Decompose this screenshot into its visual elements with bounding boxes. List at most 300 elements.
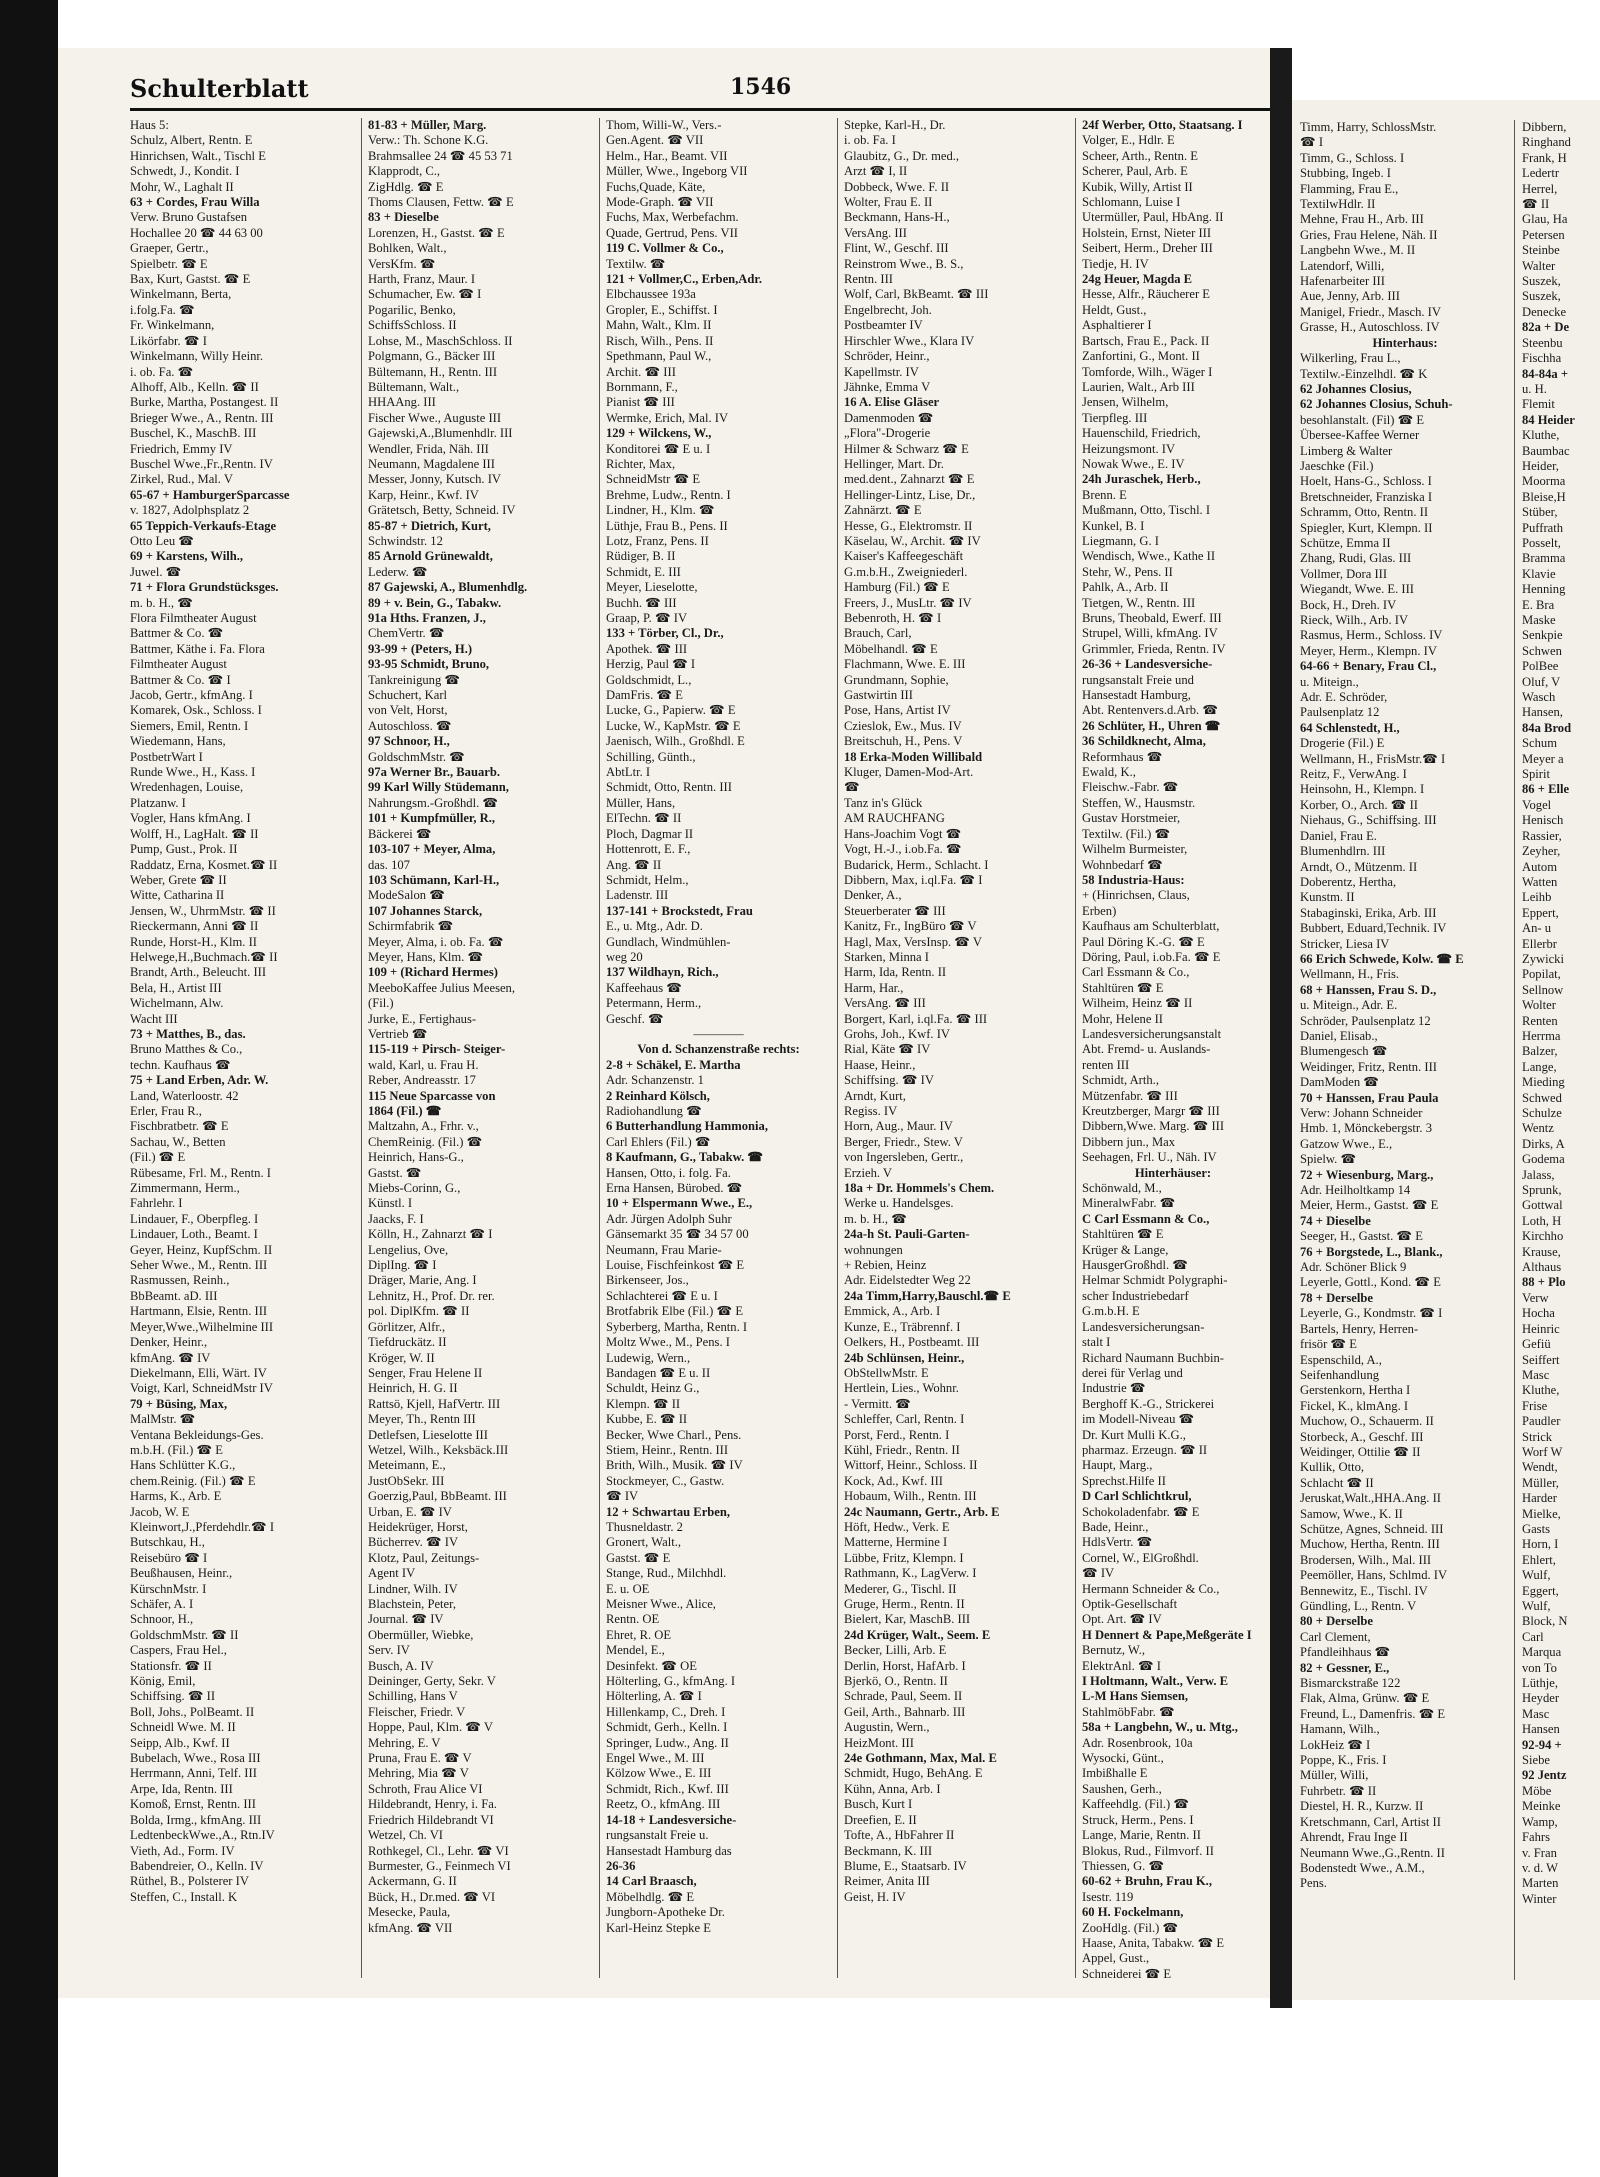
directory-entry-line: Vertrieb ☎ xyxy=(368,1026,428,1041)
directory-entry-line: ☎ I xyxy=(1300,135,1324,150)
directory-entry-line: med.dent., Zahnarzt ☎ E xyxy=(844,472,975,487)
directory-entry-line: Rieckermann, Anni ☎ II xyxy=(130,919,259,934)
directory-entry-line: Brodersen, Wilh., Mal. III xyxy=(1300,1552,1432,1567)
directory-entry-line: 82a + De xyxy=(1522,320,1570,335)
directory-entry-line: Schneidl Wwe. M. II xyxy=(130,1720,236,1735)
directory-entry-line: Becker, Lilli, Arb. E xyxy=(844,1643,947,1658)
directory-entry-line: 24g Heuer, Magda E xyxy=(1082,272,1193,287)
directory-entry-line: Raddatz, Erna, Kosmet.☎ II xyxy=(130,857,278,872)
directory-entry-line: Runde Wwe., H., Kass. I xyxy=(130,765,256,780)
directory-entry-line: Engelbrecht, Joh. xyxy=(844,302,932,317)
directory-entry-line: Lohse, M., MaschSchloss. II xyxy=(368,333,513,348)
directory-entry-line: Emmick, A., Arb. I xyxy=(844,1304,941,1319)
directory-entry-line: Pose, Hans, Artist IV xyxy=(844,703,951,718)
directory-entry-line: Fleischer, Friedr. V xyxy=(368,1704,466,1719)
directory-entry-line: Becker, Wwe Charl., Pens. xyxy=(606,1427,742,1442)
directory-entry-line: Hmb. 1, Mönckebergstr. 3 xyxy=(1300,1121,1432,1136)
directory-entry-line: Klotz, Paul, Zeitungs- xyxy=(368,1550,480,1565)
directory-entry-line: Komoß, Ernst, Rentn. III xyxy=(130,1797,256,1812)
directory-entry-line: SchiffsSchloss. II xyxy=(368,318,457,333)
directory-entry-line: Glau, Ha xyxy=(1522,212,1568,227)
directory-entry-line: TextilwHdlr. II xyxy=(1300,197,1376,212)
directory-entry-line: Sachau, W., Betten xyxy=(130,1134,226,1149)
directory-entry-line: m. b. H., ☎ xyxy=(844,1211,907,1226)
directory-entry-line: Mesecke, Paula, xyxy=(368,1905,451,1920)
directory-entry-line: Muchow, Hertha, Rentn. III xyxy=(1300,1537,1440,1552)
directory-entry-line: Spiegler, Kurt, Klempn. II xyxy=(1300,520,1433,535)
directory-entry-line: Timm, G., Schloss. I xyxy=(1300,150,1405,165)
directory-entry-line: Bax, Kurt, Gastst. ☎ E xyxy=(130,272,251,287)
directory-entry-line: 66 Erich Schwede, Kolw. ☎ E xyxy=(1300,951,1464,966)
directory-entry-line: Geil, Arth., Bahnarb. III xyxy=(844,1704,966,1719)
directory-entry-line: Thom, Willi-W., Vers.- xyxy=(606,118,722,132)
directory-entry-line: Stiem, Heinr., Rentn. III xyxy=(606,1442,729,1457)
directory-entry-line: Wolter, Frau E. II xyxy=(844,195,933,210)
directory-entry-line: Autoschloss. ☎ xyxy=(368,718,452,733)
directory-entry-line: 2-8 + Schäkel, E. Martha xyxy=(606,1057,741,1072)
directory-entry-line: DiplIng. ☎ I xyxy=(368,1258,437,1273)
directory-entry-line: Verw. Bruno Gustafsen xyxy=(130,210,248,225)
column-divider xyxy=(361,118,362,1978)
directory-entry-line: Gastwirtin III xyxy=(844,688,913,703)
directory-entry-line: Herrma xyxy=(1522,1028,1561,1043)
directory-entry-line: Autom xyxy=(1522,859,1557,874)
directory-entry-line: Wichelmann, Alw. xyxy=(130,996,224,1011)
directory-entry-line: Wetzel, Ch. VI xyxy=(368,1828,443,1843)
directory-entry-line: Bültemann, H., Rentn. III xyxy=(368,364,498,379)
directory-entry-line: besohlanstalt. (Fil) ☎ E xyxy=(1300,412,1425,427)
directory-column-2 xyxy=(368,118,593,1988)
directory-entry-line: Spirit xyxy=(1522,767,1550,782)
directory-entry-line: Schwed xyxy=(1522,1090,1562,1105)
directory-entry-line: Meteimann, E., xyxy=(368,1458,446,1473)
directory-entry-line: Gries, Frau Helene, Näh. II xyxy=(1300,227,1438,242)
directory-entry-line: Bäckerei ☎ xyxy=(368,826,432,841)
directory-entry-line: Althaus xyxy=(1522,1260,1562,1275)
directory-entry-line: Jensen, W., UhrmMstr. ☎ II xyxy=(130,903,276,918)
directory-entry-line: Flora Filmtheater August xyxy=(130,611,257,625)
directory-entry-line: 18 Erka-Moden Willibald xyxy=(844,749,983,764)
directory-entry-line: v. Fran xyxy=(1522,1845,1557,1860)
directory-entry-line: Fischha xyxy=(1522,351,1562,366)
directory-entry-line: MeeboKaffee Julius Meesen, xyxy=(368,980,515,995)
directory-entry-line: Nowak Wwe., E. IV xyxy=(1082,456,1185,471)
directory-entry-line: Dreefien, E. II xyxy=(844,1812,917,1827)
directory-entry-line: Grundmann, Sophie, xyxy=(844,672,949,687)
directory-entry-line: Hölterling, A. ☎ I xyxy=(606,1689,702,1704)
directory-entry-line: Radiohandlung ☎ xyxy=(606,1104,702,1118)
directory-entry-line: 24a Timm,Harry,Bauschl.☎ E xyxy=(844,1288,1011,1303)
directory-entry-line: Helwege,H.,Buchmach.☎ II xyxy=(130,949,278,964)
directory-entry-line: Vollmer, Dora III xyxy=(1300,566,1388,581)
directory-entry-line: 6 Butterhandlung Hammonia, xyxy=(606,1119,768,1134)
directory-entry-line: Herzig, Paul ☎ I xyxy=(606,657,696,672)
directory-entry-line: Strupel, Willi, kfmAng. IV xyxy=(1082,626,1218,641)
directory-entry-line: Schiffsing. ☎ II xyxy=(130,1689,216,1704)
directory-entry-line: Wendisch, Wwe., Kathe II xyxy=(1082,549,1216,564)
directory-entry-line: Tanz in's Glück xyxy=(844,795,923,810)
directory-entry-line: Geist, H. IV xyxy=(844,1889,906,1904)
directory-entry-line: Liegmann, G. I xyxy=(1082,533,1159,548)
directory-entry-line: Bartsch, Frau E., Pack. II xyxy=(1082,333,1210,348)
directory-entry-line: Rübesame, Frl. M., Rentn. I xyxy=(130,1165,271,1180)
directory-entry-line: Hansen, Otto, i. folg. Fa. xyxy=(606,1165,731,1180)
directory-entry-line: Lübbe, Fritz, Klempn. I xyxy=(844,1550,964,1565)
directory-entry-line: Pruna, Frau E. ☎ V xyxy=(368,1751,472,1766)
directory-entry-line: Hinterhäuser: xyxy=(1134,1165,1212,1180)
directory-entry-line: Rasmus, Herm., Schloss. IV xyxy=(1300,628,1443,643)
directory-entry-line: Dibbern, Max, i.ql.Fa. ☎ I xyxy=(844,872,983,887)
directory-entry-line: frisör ☎ E xyxy=(1300,1337,1357,1352)
directory-entry-line: 71 + Flora Grundstücksges. xyxy=(130,580,279,595)
directory-entry-line: Petersen xyxy=(1522,227,1565,242)
directory-entry-line: 16 A. Elise Gläser xyxy=(844,395,940,410)
directory-entry-line: Grohs, Joh., Kwf. IV xyxy=(844,1026,950,1041)
directory-entry-line: 68 + Hanssen, Frau S. D., xyxy=(1300,982,1437,997)
directory-entry-line: 72 + Wiesenburg, Marg., xyxy=(1300,1167,1434,1182)
directory-entry-line: Gastst. ☎ xyxy=(368,1165,422,1180)
directory-entry-line: Frank, H xyxy=(1522,150,1567,165)
directory-entry-line: Jurke, E., Fertighaus- xyxy=(368,1011,477,1026)
directory-entry-line: Goldschmidt, L., xyxy=(606,672,692,687)
directory-entry-line: Wohnbedarf ☎ xyxy=(1082,857,1163,872)
directory-entry-line: Stepke, Karl-H., Dr. xyxy=(844,118,946,132)
street-heading: Schulterblatt xyxy=(130,74,309,103)
directory-entry-line: Rüthel, B., Polsterer IV xyxy=(130,1874,249,1889)
directory-entry-line: Hottenrott, E. F., xyxy=(606,842,691,857)
directory-entry-line: 10 + Elspermann Wwe., E., xyxy=(606,1196,753,1211)
directory-entry-line: Alhoff, Alb., Kelln. ☎ II xyxy=(130,379,259,394)
directory-entry-line: Schleffer, Carl, Rentn. I xyxy=(844,1412,965,1427)
directory-entry-line: 79 + Büsing, Max, xyxy=(130,1396,228,1411)
directory-entry-line: Bolda, Irmg., kfmAng. III xyxy=(130,1812,262,1827)
directory-entry-line: Meier, Herm., Gastst. ☎ E xyxy=(1300,1198,1439,1213)
directory-entry-line: Kubik, Willy, Artist II xyxy=(1082,179,1193,194)
directory-entry-line: 103 Schümann, Karl-H., xyxy=(368,872,500,887)
directory-entry-line: Steffen, C., Install. K xyxy=(130,1889,238,1904)
directory-entry-line: Lengelius, Ove, xyxy=(368,1242,449,1257)
directory-entry-line: Weidinger, Fritz, Rentn. III xyxy=(1300,1059,1437,1074)
directory-entry-line: Tomforde, Wilh., Wäger I xyxy=(1082,364,1213,379)
directory-entry-line: Pianist ☎ III xyxy=(606,395,675,410)
directory-entry-line: Meyer, Lieselotte, xyxy=(606,580,698,595)
directory-entry-line: Rasmussen, Reinh., xyxy=(130,1273,230,1288)
directory-entry-line: Budarick, Herm., Schlacht. I xyxy=(844,857,989,872)
directory-entry-line: Mendel, E., xyxy=(606,1643,665,1658)
directory-entry-line: kfmAng. ☎ IV xyxy=(130,1350,211,1365)
directory-entry-line: Tiefdruckätz. II xyxy=(368,1335,447,1350)
directory-entry-line: Hansestadt Hamburg das xyxy=(606,1843,732,1858)
directory-entry-line: Dibbern,Wwe. Marg. ☎ III xyxy=(1082,1119,1225,1134)
directory-entry-line: Buschel, K., MaschB. III xyxy=(130,426,257,441)
directory-entry-line: Schuldt, Heinz G., xyxy=(606,1381,700,1396)
column-divider xyxy=(599,118,600,1978)
directory-entry-line: Marqua xyxy=(1522,1645,1562,1660)
directory-entry-line: Kullik, Otto, xyxy=(1300,1460,1365,1475)
directory-entry-line: Zimmermann, Herm., xyxy=(130,1181,240,1196)
directory-entry-line: Battmer & Co. ☎ xyxy=(130,626,224,641)
directory-entry-line: Kaufhaus am Schulterblatt, xyxy=(1082,919,1220,934)
directory-entry-line: Wysocki, Günt., xyxy=(1082,1751,1164,1766)
directory-entry-line: Heinrich, H. G. II xyxy=(368,1381,458,1396)
directory-column-5 xyxy=(1082,118,1264,1988)
directory-entry-line: 62 Johannes Closius, Schuh- xyxy=(1300,397,1453,412)
directory-entry-line: Jähnke, Emma V xyxy=(844,379,931,394)
directory-entry-line: Starken, Minna I xyxy=(844,949,929,964)
directory-entry-line: Brehme, Ludw., Rentn. I xyxy=(606,487,731,502)
directory-entry-line: Kaffeehaus ☎ xyxy=(606,980,682,995)
directory-entry-line: ElektrAnl. ☎ I xyxy=(1082,1658,1161,1673)
directory-entry-line: Meyer, Herm., Klempn. IV xyxy=(1300,643,1437,658)
directory-column-1 xyxy=(130,118,355,1988)
directory-entry-line: Hillenkamp, C., Dreh. I xyxy=(606,1704,726,1719)
directory-entry-line: 81-83 + Müller, Marg. xyxy=(368,118,487,132)
directory-entry-line: Tofte, A., HbFahrer II xyxy=(844,1828,955,1843)
directory-entry-line: Gefiü xyxy=(1522,1337,1551,1352)
directory-entry-line: Wetzel, Wilh., Keksbäck.III xyxy=(368,1442,509,1457)
directory-entry-line: Stricker, Liesa IV xyxy=(1300,936,1390,951)
directory-entry-line: m. b. H., ☎ xyxy=(130,595,193,610)
directory-entry-line: Zeyher, xyxy=(1522,844,1561,859)
directory-entry-line: L-M Hans Siemsen, xyxy=(1082,1689,1189,1704)
directory-entry-line: Leihb xyxy=(1522,890,1552,905)
directory-entry-line: StahlmöbFabr. ☎ xyxy=(1082,1704,1175,1719)
directory-entry-line: Reinstrom Wwe., B. S., xyxy=(844,256,964,271)
directory-entry-line: Schwen xyxy=(1522,643,1562,658)
directory-entry-line: Lindner, Wilh. IV xyxy=(368,1581,458,1596)
directory-entry-line: Landesversicherungsan- xyxy=(1082,1319,1205,1334)
directory-entry-line: 24d Krüger, Walt., Seem. E xyxy=(844,1627,991,1642)
directory-entry-line: Augustin, Wern., xyxy=(844,1720,930,1735)
directory-entry-line: Porst, Ferd., Rentn. I xyxy=(844,1427,950,1442)
directory-entry-line: Meyer, Th., Rentn III xyxy=(368,1412,476,1427)
directory-entry-line: Journal. ☎ IV xyxy=(368,1612,444,1627)
directory-entry-line: KürschnMstr. I xyxy=(130,1581,207,1596)
directory-entry-line: Mehne, Frau H., Arb. III xyxy=(1300,212,1424,227)
directory-entry-line: Schmidt, Rich., Kwf. III xyxy=(606,1781,729,1796)
directory-entry-line: Brauch, Carl, xyxy=(844,626,912,641)
directory-entry-line: Denecke xyxy=(1522,304,1567,319)
directory-entry-line: Loth, H xyxy=(1522,1213,1562,1228)
directory-entry-line: Zirkel, Rud., Mal. V xyxy=(130,472,233,487)
directory-entry-line: Hinrichsen, Walt., Tischl E xyxy=(130,148,266,163)
directory-entry-line: SchneidMstr ☎ E xyxy=(606,472,701,487)
directory-entry-line: Flint, W., Geschf. III xyxy=(844,241,949,256)
directory-entry-line: 84-84a + xyxy=(1522,366,1569,381)
directory-entry-line: Heizungsmont. IV xyxy=(1082,441,1176,456)
directory-entry-line: Carl Ehlers (Fil.) ☎ xyxy=(606,1134,711,1149)
directory-entry-line: Bruns, Theobald, Ewerf. III xyxy=(1082,611,1222,625)
directory-entry-line: m.b.H. (Fil.) ☎ E xyxy=(130,1442,223,1457)
directory-entry-line: Mehring, E. V xyxy=(368,1735,441,1750)
directory-entry-line: Fuhrbetr. ☎ II xyxy=(1300,1783,1377,1798)
directory-entry-line: Springer, Ludw., Ang. II xyxy=(606,1735,729,1750)
directory-entry-line: JustObSekr. III xyxy=(368,1473,445,1488)
directory-entry-line: Bleise,H xyxy=(1522,489,1566,504)
directory-entry-line: Hans-Joachim Vogt ☎ xyxy=(844,826,962,841)
directory-entry-line: Lederw. ☎ xyxy=(368,564,428,579)
directory-entry-line: Adr. Rosenbrook, 10a xyxy=(1082,1735,1193,1750)
directory-entry-line: Utermüller, Paul, HbAng. II xyxy=(1082,210,1224,225)
directory-entry-line: Eppert, xyxy=(1522,905,1559,920)
directory-entry-line: Blume, E., Staatsarb. IV xyxy=(844,1858,967,1873)
directory-entry-line: rungsanstalt Freie u. xyxy=(606,1828,709,1843)
directory-entry-line: Horn, Aug., Maur. IV xyxy=(844,1119,953,1134)
directory-entry-line: Schlacht ☎ II xyxy=(1300,1475,1374,1490)
directory-entry-line: Schütze, Emma II xyxy=(1300,535,1391,550)
directory-entry-line: Harth, Franz, Maur. I xyxy=(368,272,476,287)
directory-entry-line: Winter xyxy=(1522,1891,1557,1906)
directory-entry-line: Paudler xyxy=(1522,1414,1561,1429)
directory-entry-line: Verw xyxy=(1522,1290,1549,1305)
directory-entry-line: Rentn. III xyxy=(844,272,893,287)
directory-entry-line: Hölterling, G., kfmAng. I xyxy=(606,1674,736,1689)
directory-entry-line: Brotfabrik Elbe (Fil.) ☎ E xyxy=(606,1304,744,1319)
directory-entry-line: Schum xyxy=(1522,736,1557,751)
directory-entry-line: Spielw. ☎ xyxy=(1300,1152,1357,1167)
directory-entry-line: 65 Teppich-Verkaufs-Etage xyxy=(130,518,277,533)
directory-entry-line: Detlefsen, Lieselotte III xyxy=(368,1427,488,1442)
directory-entry-line: Battmer & Co. ☎ I xyxy=(130,672,231,687)
directory-entry-line: Mahn, Walt., Klm. II xyxy=(606,318,712,333)
directory-entry-line: Gropler, E., Schiffst. I xyxy=(606,302,718,317)
directory-entry-line: Seeger, H., Gastst. ☎ E xyxy=(1300,1229,1423,1244)
directory-entry-line: 14 Carl Braasch, xyxy=(606,1874,697,1889)
directory-entry-line: Lüthje, xyxy=(1522,1676,1559,1691)
directory-entry-line: Kunkel, B. I xyxy=(1082,518,1145,533)
directory-entry-line: Künstl. I xyxy=(368,1196,413,1211)
directory-entry-line: Hesse, Alfr., Räucherer E xyxy=(1082,287,1210,302)
directory-entry-line: Sprunk, xyxy=(1522,1183,1562,1198)
directory-entry-line: Battmer, Käthe i. Fa. Flora xyxy=(130,641,265,656)
directory-entry-line: Kluger, Damen-Mod-Art. xyxy=(844,765,974,780)
directory-entry-line: Suszek, xyxy=(1522,289,1561,304)
directory-entry-line: Henisch xyxy=(1522,813,1564,828)
directory-entry-line: Erzieh. V xyxy=(844,1165,893,1180)
directory-entry-line: Schröder, Heinr., xyxy=(844,349,930,364)
directory-entry-line: Klapprodt, C., xyxy=(368,164,441,179)
directory-entry-line: Schroth, Frau Alice VI xyxy=(368,1781,483,1796)
directory-entry-line: Hilmer & Schwarz ☎ E xyxy=(844,441,969,456)
directory-entry-line: 14-18 + Landesversiche- xyxy=(606,1812,737,1827)
directory-entry-line: Arndt, Kurt, xyxy=(844,1088,906,1103)
directory-entry-line: C Carl Essmann & Co., xyxy=(1082,1211,1210,1226)
directory-entry-line: Schmidt, E. III xyxy=(606,564,681,579)
directory-entry-line: Lüthje, Frau B., Pens. II xyxy=(606,518,728,533)
directory-entry-line: AM RAUCHFANG xyxy=(844,811,945,826)
directory-entry-line: Ploch, Dagmar II xyxy=(606,826,694,841)
directory-entry-line: LedtenbeckWwe.,A., Rtn.IV xyxy=(130,1828,275,1843)
directory-entry-line: - Vermitt. ☎ xyxy=(844,1396,911,1411)
directory-entry-line: Helm., Har., Beamt. VII xyxy=(606,148,728,163)
directory-entry-line: Geyer, Heinz, KupfSchm. II xyxy=(130,1242,273,1257)
directory-entry-line: ☎ IV xyxy=(1082,1566,1115,1581)
directory-entry-line: Stüber, xyxy=(1522,505,1558,520)
directory-entry-line: Herrmann, Anni, Telf. III xyxy=(130,1766,257,1781)
directory-entry-line: Schwedt, J., Kondit. I xyxy=(130,164,240,179)
directory-entry-line: 36 Schildknecht, Alma, xyxy=(1082,734,1206,749)
directory-entry-line: Volger, E., Hdlr. E xyxy=(1082,133,1175,148)
directory-entry-line: 24h Juraschek, Herb., xyxy=(1082,472,1201,487)
directory-entry-line: Bennewitz, E., Tischl. IV xyxy=(1300,1583,1428,1598)
directory-entry-line: Siebe xyxy=(1522,1753,1550,1768)
directory-entry-line: Czieslok, Ew., Mus. IV xyxy=(844,718,962,733)
directory-entry-line: Jeruskat,Walt.,HHA.Ang. II xyxy=(1300,1491,1441,1506)
directory-entry-line: Wendt, xyxy=(1522,1460,1558,1475)
directory-entry-line: Louise, Fischfeinkost ☎ E xyxy=(606,1258,745,1273)
directory-entry-line: Lange, xyxy=(1522,1059,1557,1074)
directory-entry-line: Brith, Wilh., Musik. ☎ IV xyxy=(606,1458,743,1473)
directory-entry-line: Meisner Wwe., Alice, xyxy=(606,1597,716,1611)
directory-entry-line: Asphaltierer I xyxy=(1082,318,1152,333)
directory-entry-line: Fahrs xyxy=(1522,1830,1550,1845)
directory-entry-line: Wilkerling, Frau L., xyxy=(1300,351,1401,366)
directory-entry-line: Seiffert xyxy=(1522,1352,1560,1367)
directory-entry-line: Wamp, xyxy=(1522,1814,1558,1829)
directory-entry-line: Schneiderei ☎ E xyxy=(1082,1966,1172,1981)
directory-entry-line: Ringhand xyxy=(1522,135,1571,150)
directory-entry-line: Schmidt, Hugo, BehAng. E xyxy=(844,1766,983,1781)
directory-entry-line: Gajewski,A.,Blumenhdlr. III xyxy=(368,426,513,441)
directory-entry-line: Masc xyxy=(1522,1367,1550,1382)
directory-entry-line: Schlomann, Luise I xyxy=(1082,195,1181,210)
directory-entry-line: Grasse, H., Autoschloss. IV xyxy=(1300,320,1440,335)
directory-entry-line: Denker, A., xyxy=(844,888,902,903)
directory-entry-line: Bjerkö, O., Rentn. II xyxy=(844,1674,948,1689)
directory-entry-line: Sprechst.Hilfe II xyxy=(1082,1473,1166,1488)
directory-entry-line: Textilw. ☎ xyxy=(606,256,666,271)
directory-entry-line: Eggert, xyxy=(1522,1583,1559,1598)
directory-entry-line: Gastst. ☎ E xyxy=(606,1550,671,1565)
directory-entry-line: Kröger, W. II xyxy=(368,1350,435,1365)
directory-entry-line: Hobaum, Wilh., Rentn. III xyxy=(844,1489,977,1504)
directory-entry-line: Hochallee 20 ☎ 44 63 00 xyxy=(130,225,263,240)
directory-entry-line: Schlachterei ☎ E u. I xyxy=(606,1288,718,1303)
directory-entry-line: Polgmann, G., Bäcker III xyxy=(368,349,496,364)
directory-entry-line: Birkenseer, Jos., xyxy=(606,1273,689,1288)
directory-entry-line: Zahnärzt. ☎ E xyxy=(844,503,922,518)
directory-entry-line: Textilw.-Einzelhdl. ☎ K xyxy=(1300,366,1428,381)
directory-entry-line: Walter xyxy=(1522,258,1556,273)
directory-entry-line: 78 + Derselbe xyxy=(1300,1290,1373,1305)
directory-entry-line: Rathmann, K., LagVerw. I xyxy=(844,1566,977,1581)
directory-entry-line: Boll, Johs., PolBeamt. II xyxy=(130,1704,255,1719)
directory-entry-line: 62 Johannes Closius, xyxy=(1300,381,1412,396)
directory-entry-line: Daniel, Elisab., xyxy=(1300,1028,1378,1043)
directory-entry-line: ☎ II xyxy=(1522,197,1550,212)
directory-entry-line: I Holtmann, Walt., Verw. E xyxy=(1082,1674,1229,1689)
next-page-column-2 xyxy=(1522,120,1600,1980)
directory-entry-line: Stationsfr. ☎ II xyxy=(130,1658,212,1673)
directory-entry-line: Möbe xyxy=(1522,1783,1552,1798)
directory-entry-line: Karp, Heinr., Kwf. IV xyxy=(368,487,479,502)
directory-entry-line: Peemöller, Hans, Schlmd. IV xyxy=(1300,1568,1448,1583)
directory-entry-line: Hermann Schneider & Co., xyxy=(1082,1581,1220,1596)
directory-entry-line: Adr. E. Schröder, xyxy=(1300,690,1388,705)
directory-entry-line: Friedrich Hildebrandt VI xyxy=(368,1812,494,1827)
directory-entry-line: 63 + Cordes, Frau Willa xyxy=(130,195,260,210)
directory-entry-line: 64 Schlenstedt, H., xyxy=(1300,720,1400,735)
directory-entry-line: Schiffsing. ☎ IV xyxy=(844,1073,934,1088)
directory-entry-line: 8 Kaufmann, G., Tabakw. ☎ xyxy=(606,1150,764,1165)
directory-entry-line: Hocha xyxy=(1522,1306,1555,1321)
directory-entry-line: VersAng. III xyxy=(844,225,907,240)
directory-entry-line: Möbelhdlg. ☎ E xyxy=(606,1889,695,1904)
directory-entry-line: Rattsö, Kjell, HafVertr. III xyxy=(368,1396,501,1411)
directory-entry-line: Jungborn-Apotheke Dr. xyxy=(606,1905,725,1920)
directory-entry-line: G.m.b.H. E xyxy=(1082,1304,1140,1319)
directory-entry-line: 76 + Borgstede, L., Blank., xyxy=(1300,1244,1443,1259)
